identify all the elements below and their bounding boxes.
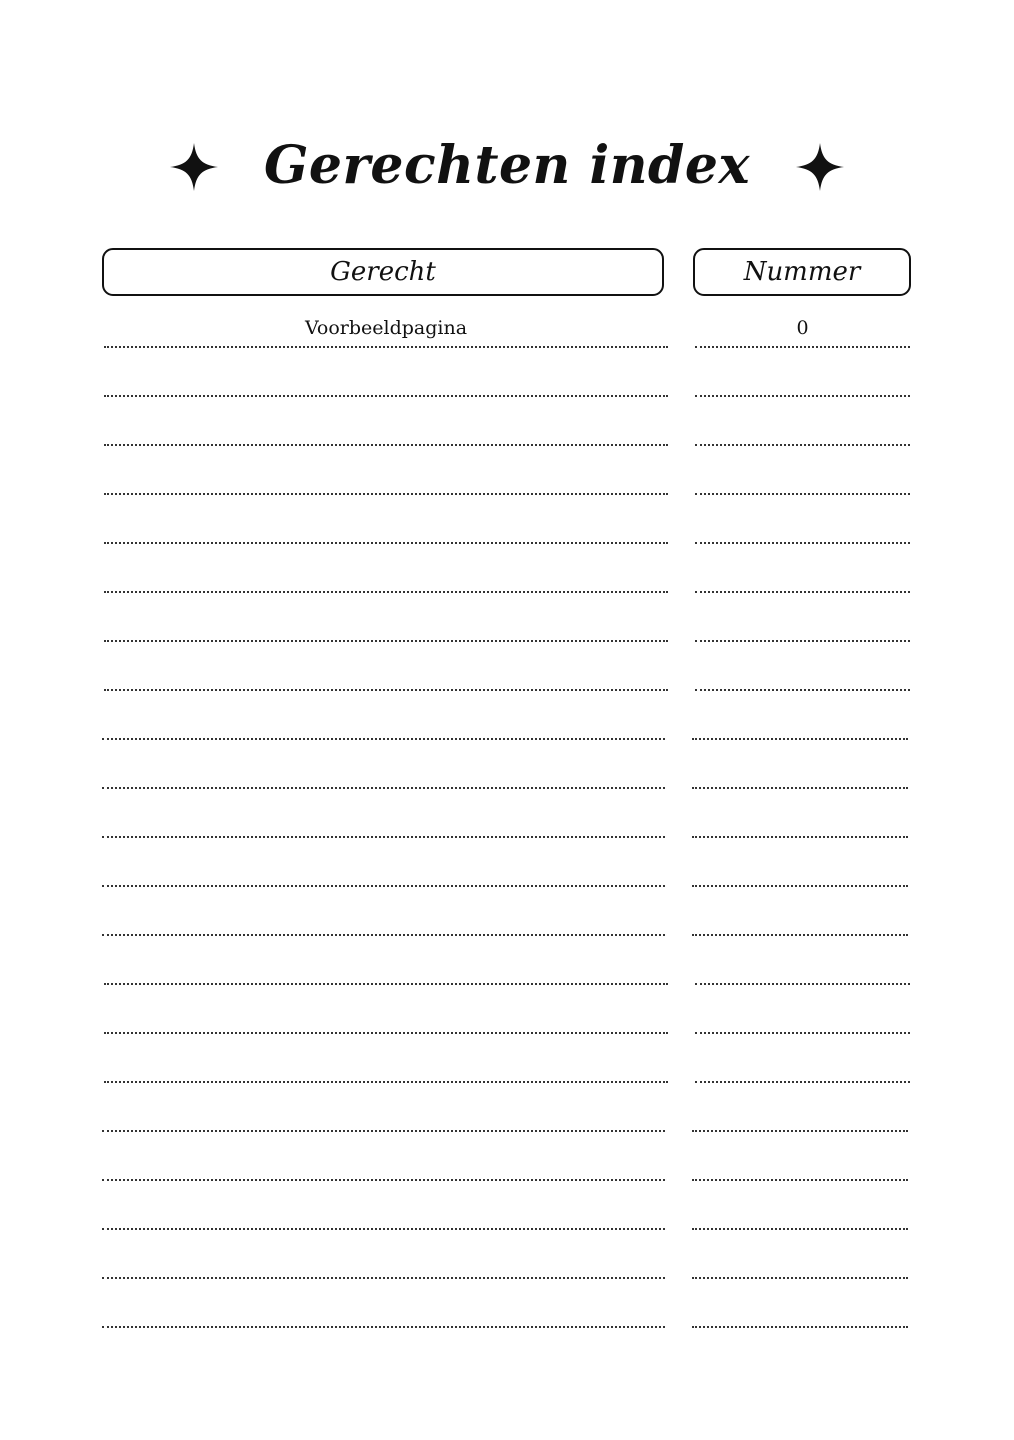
number-entry-line[interactable]: [692, 787, 908, 789]
column-header-number: [693, 248, 911, 296]
dish-entry-line[interactable]: [102, 1179, 665, 1181]
dish-entry-line[interactable]: [104, 983, 668, 985]
dish-number: 0: [796, 317, 809, 339]
dish-entry-line[interactable]: [104, 689, 668, 691]
dish-entry-line[interactable]: [104, 542, 668, 544]
number-entry-line[interactable]: [692, 1179, 908, 1181]
number-entry-line[interactable]: [695, 983, 910, 985]
dish-entry-line[interactable]: [104, 346, 668, 348]
dish-entry-line[interactable]: [102, 1130, 665, 1132]
number-entry-line[interactable]: [692, 934, 908, 936]
number-entry-line[interactable]: [692, 1326, 908, 1328]
number-entry-line[interactable]: [695, 640, 910, 642]
number-entry-line[interactable]: [695, 689, 910, 691]
dish-entry-line[interactable]: [104, 493, 668, 495]
dish-entry-line[interactable]: [102, 787, 665, 789]
number-entry-line[interactable]: [692, 885, 908, 887]
dish-entry-line[interactable]: [102, 1228, 665, 1230]
number-entry-line[interactable]: [692, 1228, 908, 1230]
number-entry-line[interactable]: [695, 395, 910, 397]
dish-entry-line[interactable]: [102, 836, 665, 838]
number-entry-line[interactable]: [692, 1130, 908, 1132]
dish-entry-line[interactable]: [104, 1032, 668, 1034]
dish-entry-line[interactable]: [102, 1277, 665, 1279]
number-entry-line[interactable]: [695, 1081, 910, 1083]
dish-entry-line[interactable]: [104, 1081, 668, 1083]
dish-entry-line[interactable]: [102, 1326, 665, 1328]
dish-entry-line[interactable]: [102, 934, 665, 936]
column-header-dish: [102, 248, 664, 296]
column-header-dish-label: Gerecht: [330, 257, 436, 287]
dish-name: Voorbeeldpagina: [304, 317, 468, 339]
number-entry-line[interactable]: [695, 346, 910, 348]
number-entry-line[interactable]: [692, 738, 908, 740]
number-entry-line[interactable]: [695, 493, 910, 495]
dish-entry-line[interactable]: [102, 738, 665, 740]
number-entry-line[interactable]: [692, 1277, 908, 1279]
number-entry-line[interactable]: [695, 1032, 910, 1034]
four-point-star-icon: [795, 142, 845, 192]
number-entry-line[interactable]: [692, 836, 908, 838]
dish-entry-line[interactable]: [102, 885, 665, 887]
number-entry-line[interactable]: [695, 444, 910, 446]
number-entry-line[interactable]: [695, 542, 910, 544]
number-entry-line[interactable]: [695, 591, 910, 593]
dish-entry-line[interactable]: [104, 591, 668, 593]
page-title: Gerechten index: [264, 135, 750, 196]
dish-entry-line[interactable]: [104, 444, 668, 446]
dish-entry-line[interactable]: [104, 395, 668, 397]
dish-entry-line[interactable]: [104, 640, 668, 642]
column-header-number-label: Nummer: [743, 257, 861, 287]
